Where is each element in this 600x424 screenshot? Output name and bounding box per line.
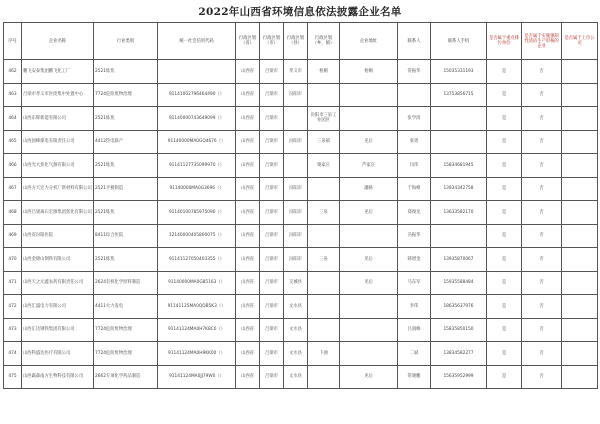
table-cell: 李伟 bbox=[398, 295, 431, 319]
table-header-row bbox=[4, 23, 598, 60]
table-cell: 91141124MA0H7K8C0（） bbox=[158, 318, 236, 342]
table-cell: 山西省 bbox=[236, 154, 260, 178]
table-cell: 见后 bbox=[340, 365, 398, 389]
table-cell: 吕梁市 bbox=[260, 318, 284, 342]
table-cell: 2521炼焦 bbox=[94, 201, 158, 225]
table-cell: 汾阳市 bbox=[284, 177, 308, 201]
table-cell: 山西省 bbox=[236, 201, 260, 225]
table-cell: 否 bbox=[522, 130, 562, 154]
column-header: 行政区划（省） bbox=[236, 23, 260, 60]
table-cell: 2521炼焦 bbox=[94, 248, 158, 272]
table-row bbox=[4, 154, 598, 178]
table-cell: 张勇 bbox=[398, 130, 431, 154]
table-cell: 91141127050403355（） bbox=[158, 248, 236, 272]
table-cell bbox=[284, 107, 308, 131]
table-cell: 2521平板制造 bbox=[94, 177, 158, 201]
table-cell: 山西国峰煤电有限责任公司 bbox=[22, 130, 94, 154]
table-cell: 474 bbox=[4, 342, 22, 366]
table-cell: 山西天之元鑫农药有限责任公司 bbox=[22, 271, 94, 295]
table-cell: 三泉镇 bbox=[308, 130, 340, 154]
table-cell: 文水县 bbox=[284, 318, 308, 342]
table-cell: 13934342758 bbox=[431, 177, 487, 201]
table-cell: 山西省 bbox=[236, 342, 260, 366]
table-cell: 文水县 bbox=[284, 342, 308, 366]
table-cell: 见后 bbox=[340, 130, 398, 154]
table-cell: 15835850150 bbox=[431, 318, 487, 342]
table-cell: 山西汇达钢铁集团有限公司 bbox=[22, 318, 94, 342]
table-row bbox=[4, 295, 598, 319]
table-cell: 91140000MA0GQ4676（） bbox=[158, 130, 236, 154]
table-cell: 是 bbox=[487, 342, 522, 366]
table-cell: 马东军 bbox=[398, 271, 431, 295]
table-cell bbox=[340, 83, 398, 107]
table-cell: 2521炼焦 bbox=[94, 107, 158, 131]
table-cell: 否 bbox=[522, 60, 562, 84]
table-cell: 470 bbox=[4, 248, 22, 272]
table-cell: 否 bbox=[522, 248, 562, 272]
table-cell bbox=[431, 224, 487, 248]
table-cell: 山西光大焦化气源有限公司 bbox=[22, 154, 94, 178]
table-cell: 吕梁市 bbox=[260, 60, 284, 84]
table-cell: 山西省 bbox=[236, 107, 260, 131]
column-header: 行业类别 bbox=[94, 23, 158, 60]
table-cell bbox=[562, 342, 598, 366]
table-cell: 是 bbox=[487, 130, 522, 154]
table-cell: 汾阳市 bbox=[284, 201, 308, 225]
column-header: 是否属于上市公司 bbox=[562, 23, 598, 60]
table-cell: 下曲 bbox=[308, 342, 340, 366]
table-cell: 8411综合医院 bbox=[94, 224, 158, 248]
table-cell: 常晓鹏 bbox=[398, 365, 431, 389]
table-cell: 山西省汾阳医院 bbox=[22, 224, 94, 248]
table-cell: 张学清 bbox=[398, 107, 431, 131]
table-cell: 山西省 bbox=[236, 177, 260, 201]
table-cell: 吕梁市 bbox=[260, 342, 284, 366]
table-cell: 山西省 bbox=[236, 318, 260, 342]
table-cell bbox=[562, 248, 598, 272]
table-cell: 栗家庄 bbox=[308, 154, 340, 178]
column-header: 是否属于重点排污单位 bbox=[487, 23, 522, 60]
table-cell: 山西汇盛电力有限公司 bbox=[22, 295, 94, 319]
table-cell: 91141125MA0QQB5K3（） bbox=[158, 295, 236, 319]
table-cell: 13633582170 bbox=[431, 201, 487, 225]
table-cell: 三泉 bbox=[308, 248, 340, 272]
table-cell: 18635637976 bbox=[431, 295, 487, 319]
table-cell: 二斌 bbox=[398, 342, 431, 366]
table-cell bbox=[308, 83, 340, 107]
table-cell: 2662专项化学药品制造 bbox=[94, 365, 158, 389]
table-cell: 山西方天宏力分析厂新材料有限公司 bbox=[22, 177, 94, 201]
table-cell: 吕梁市 bbox=[260, 365, 284, 389]
table-cell: 否 bbox=[522, 365, 562, 389]
table-cell: 否 bbox=[522, 271, 562, 295]
table-cell: 15635952999 bbox=[431, 365, 487, 389]
table-cell bbox=[340, 318, 398, 342]
table-cell: 鹏飞安泰集团鹏飞化工厂 bbox=[22, 60, 94, 84]
table-cell: 郑俊龙 bbox=[398, 201, 431, 225]
table-cell: 4412热电联产 bbox=[94, 130, 158, 154]
column-header: 企业地址 bbox=[340, 23, 398, 60]
table-cell: 是 bbox=[487, 107, 522, 131]
table-cell: 山西省 bbox=[236, 83, 260, 107]
column-header: 联系人手机 bbox=[431, 23, 487, 60]
table-cell: 是 bbox=[487, 365, 522, 389]
document-title: 2022年山西省环境信息依法披露企业名单 bbox=[198, 6, 402, 18]
table-row bbox=[4, 60, 598, 84]
enterprise-table bbox=[3, 22, 598, 389]
table-cell bbox=[340, 295, 398, 319]
table-cell: 吕梁市 bbox=[260, 295, 284, 319]
table-cell: 山西省 bbox=[236, 130, 260, 154]
table-cell: 否 bbox=[522, 177, 562, 201]
table-cell bbox=[308, 271, 340, 295]
table-cell: 潘路 bbox=[340, 177, 398, 201]
table-cell: 山西东辉新能有限公司 bbox=[22, 107, 94, 131]
table-cell: 否 bbox=[522, 342, 562, 366]
table-cell: 7724危险废物治理 bbox=[94, 318, 158, 342]
table-cell: 否 bbox=[522, 295, 562, 319]
table-cell: 15935588484 bbox=[431, 271, 487, 295]
table-cell: 文水县 bbox=[284, 365, 308, 389]
table-cell bbox=[562, 107, 598, 131]
table-row bbox=[4, 365, 598, 389]
table-cell: 山西吕梁离石宏源集团焦化有限公司 bbox=[22, 201, 94, 225]
table-cell: 468 bbox=[4, 201, 22, 225]
table-row bbox=[4, 342, 598, 366]
table-cell: 466 bbox=[4, 154, 22, 178]
table-cell bbox=[431, 107, 487, 131]
table-cell: 91141127735099970（） bbox=[158, 154, 236, 178]
table-cell: 韩增金 bbox=[398, 248, 431, 272]
table-cell: 13753856715 bbox=[431, 83, 487, 107]
table-cell: 2624有机化学原料制造 bbox=[94, 271, 158, 295]
table-cell: 交城县 bbox=[284, 271, 308, 295]
table-row bbox=[4, 83, 598, 107]
table-cell: 否 bbox=[522, 224, 562, 248]
column-header: 行政区划（乡、镇） bbox=[308, 23, 340, 60]
table-cell: 见后 bbox=[340, 271, 398, 295]
table-row bbox=[4, 318, 598, 342]
column-header: 企业名称 bbox=[22, 23, 94, 60]
table-cell: 文水县 bbox=[284, 295, 308, 319]
table-cell bbox=[562, 224, 598, 248]
table-cell: 91141002796464490（） bbox=[158, 83, 236, 107]
table-cell: 2521炼焦 bbox=[94, 60, 158, 84]
table-cell: 梧桐 bbox=[340, 60, 398, 84]
table-cell: 吕梁市 bbox=[260, 224, 284, 248]
table-cell: 汾阳市 bbox=[284, 248, 308, 272]
column-header: 统一社会信用代码 bbox=[158, 23, 236, 60]
table-cell: 15035331193 bbox=[431, 60, 487, 84]
table-cell: 汾阳市 bbox=[284, 83, 308, 107]
table-cell: 否 bbox=[522, 318, 562, 342]
table-cell: 15834681945 bbox=[431, 154, 487, 178]
table-cell: 12140000405800075（） bbox=[158, 224, 236, 248]
table-cell bbox=[308, 365, 340, 389]
table-cell bbox=[562, 60, 598, 84]
table-cell: 于海峰 bbox=[398, 177, 431, 201]
table-cell: 是 bbox=[487, 224, 522, 248]
table-cell: 463 bbox=[4, 83, 22, 107]
table-row bbox=[4, 130, 598, 154]
table-cell: 冯振华 bbox=[398, 224, 431, 248]
table-cell: 闫伟 bbox=[398, 154, 431, 178]
table-cell bbox=[562, 83, 598, 107]
table-cell: 吕梁市 bbox=[260, 201, 284, 225]
table-cell: 山西霸森南方生物科技有限公司 bbox=[22, 365, 94, 389]
table-body bbox=[4, 60, 598, 389]
table-cell: 山西省 bbox=[236, 365, 260, 389]
table-cell: 山西科盛达医疗有限公司 bbox=[22, 342, 94, 366]
table-cell: 472 bbox=[4, 295, 22, 319]
table-cell: 否 bbox=[522, 154, 562, 178]
table-cell: 是 bbox=[487, 60, 522, 84]
column-header: 联系人 bbox=[398, 23, 431, 60]
table-cell: 吕梁市 bbox=[260, 83, 284, 107]
table-cell: 常振华 bbox=[398, 60, 431, 84]
table-cell bbox=[562, 154, 598, 178]
table-cell: 吕梁市 bbox=[260, 248, 284, 272]
table-cell: 孝义市 bbox=[284, 60, 308, 84]
table-cell: 471 bbox=[4, 271, 22, 295]
table-cell: 山西省 bbox=[236, 224, 260, 248]
table-cell: 吕梁市 bbox=[260, 130, 284, 154]
table-cell: 否 bbox=[522, 107, 562, 131]
table-cell: 山西省 bbox=[236, 60, 260, 84]
table-cell: 91141124MA0JJ79W0（） bbox=[158, 365, 236, 389]
table-cell: 4411火力发电 bbox=[94, 295, 158, 319]
table-cell: 7724危险废物治理 bbox=[94, 83, 158, 107]
table-cell: 山西省 bbox=[236, 271, 260, 295]
table-cell: 山西省 bbox=[236, 248, 260, 272]
table-cell: 91140000MA0G3696（） bbox=[158, 177, 236, 201]
table-cell bbox=[562, 130, 598, 154]
table-cell bbox=[562, 177, 598, 201]
table-cell bbox=[284, 154, 308, 178]
table-cell: 山西省 bbox=[236, 295, 260, 319]
table-cell: 见后 bbox=[340, 248, 398, 272]
table-cell: 吕梁市 bbox=[260, 177, 284, 201]
table-cell: 吕润峰 bbox=[398, 318, 431, 342]
table-cell bbox=[308, 295, 340, 319]
table-cell bbox=[562, 271, 598, 295]
table-cell: 469 bbox=[4, 224, 22, 248]
table-cell: 汾阳市 bbox=[284, 130, 308, 154]
table-cell: 否 bbox=[522, 83, 562, 107]
column-header: 是否属于实施强制性清洁生产审核的企业 bbox=[522, 23, 562, 60]
table-cell bbox=[562, 318, 598, 342]
table-cell bbox=[340, 224, 398, 248]
table-cell: 475 bbox=[4, 365, 22, 389]
table-cell: 见后 bbox=[340, 201, 398, 225]
table-cell: 91140100785975090（） bbox=[158, 201, 236, 225]
table-cell: 462 bbox=[4, 60, 22, 84]
table-row bbox=[4, 201, 598, 225]
table-cell: 是 bbox=[487, 271, 522, 295]
table-cell bbox=[340, 107, 398, 131]
table-cell bbox=[340, 342, 398, 366]
table-cell: 是 bbox=[487, 295, 522, 319]
table-cell: 91140000MA0G85163（） bbox=[158, 271, 236, 295]
table-cell: 是 bbox=[487, 83, 522, 107]
table-cell bbox=[308, 224, 340, 248]
table-cell: 三泉 bbox=[308, 201, 340, 225]
table-cell: 91141124MA0H9KK00（） bbox=[158, 342, 236, 366]
table-cell: 是 bbox=[487, 318, 522, 342]
table-cell: 吕梁市 bbox=[260, 154, 284, 178]
table-cell bbox=[308, 318, 340, 342]
table-cell bbox=[398, 83, 431, 107]
table-cell: 梧桐 bbox=[308, 60, 340, 84]
table-row bbox=[4, 177, 598, 201]
table-row bbox=[4, 248, 598, 272]
table-cell: 13935870067 bbox=[431, 248, 487, 272]
table-cell: 芦家庄 bbox=[340, 154, 398, 178]
table-cell: 吕梁市 bbox=[260, 271, 284, 295]
column-header: 行政区划（市） bbox=[260, 23, 284, 60]
table-cell: 467 bbox=[4, 177, 22, 201]
table-cell: 是 bbox=[487, 154, 522, 178]
table-cell: 是 bbox=[487, 248, 522, 272]
table-cell bbox=[431, 130, 487, 154]
table-cell: 2521炼焦 bbox=[94, 154, 158, 178]
table-cell bbox=[308, 177, 340, 201]
table-cell bbox=[562, 295, 598, 319]
table-cell: 13834582277 bbox=[431, 342, 487, 366]
table-cell bbox=[562, 365, 598, 389]
column-header: 序号 bbox=[4, 23, 22, 60]
table-cell: 山西金锦山钢铁有限公司 bbox=[22, 248, 94, 272]
table-cell bbox=[158, 60, 236, 84]
table-cell: 7724危险废物治理 bbox=[94, 342, 158, 366]
table-row bbox=[4, 271, 598, 295]
table-cell bbox=[562, 201, 598, 225]
table-row bbox=[4, 224, 598, 248]
table-row bbox=[4, 107, 598, 131]
table-cell: 464 bbox=[4, 107, 22, 131]
table-cell: 91140000743649099（） bbox=[158, 107, 236, 131]
table-cell: 465 bbox=[4, 130, 22, 154]
table-cell: 473 bbox=[4, 318, 22, 342]
table-cell: 否 bbox=[522, 201, 562, 225]
table-cell: 汾阳市 bbox=[284, 224, 308, 248]
column-header: 行政区划（县） bbox=[284, 23, 308, 60]
table-cell: 吕梁市孝义市医废集中处置中心 bbox=[22, 83, 94, 107]
table-cell: 是 bbox=[487, 177, 522, 201]
table-cell: 是 bbox=[487, 201, 522, 225]
table-cell: 吕梁市 bbox=[260, 107, 284, 131]
table-cell: 汾阳市三泉工业园区 bbox=[308, 107, 340, 131]
